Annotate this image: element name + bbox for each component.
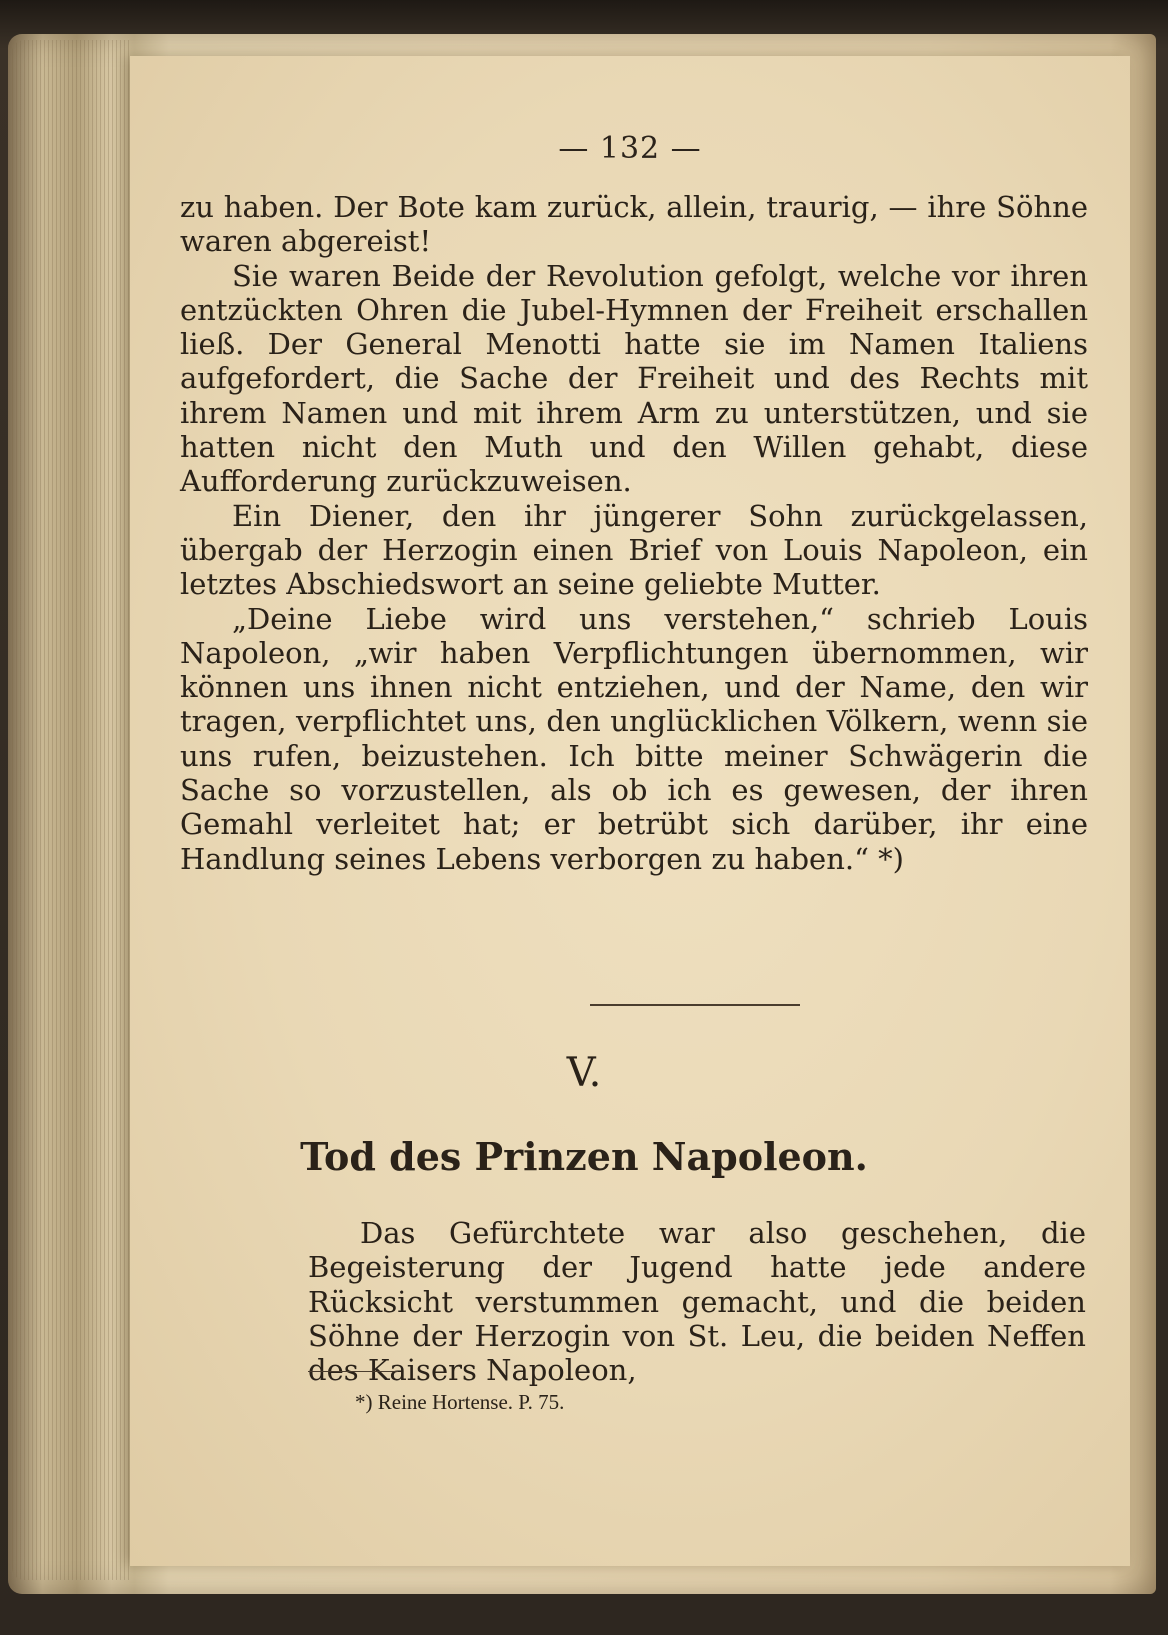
page-edges [12, 40, 130, 1580]
paragraph-3: Ein Diener, den ihr jüngerer Sohn zurückgelassen, übergab der Herzogin einen Brief von Louis Napoleon, ein letztes Abschiedswort an seine geliebte Mutter. [180, 498, 1088, 602]
chapter-text [308, 1216, 1086, 1387]
paragraph-1: zu haben. Der Bote kam zurück, allein, traurig, — ihre Söhne waren abgereist! [180, 190, 1088, 259]
body-text [180, 190, 1088, 876]
chapter-numeral: V. [566, 1050, 602, 1096]
page-number: — 132 — [558, 131, 702, 166]
chapter-title: Tod des Prinzen Napoleon. [300, 1134, 868, 1179]
footnote-rule [308, 1371, 398, 1372]
paragraph-4: „Deine Liebe wird uns verstehen,“ schrieb Louis Napoleon, „wir haben Verpflichtungen übernommen, wir können uns ihnen nicht entziehen, und der Name, den wir tragen, verpflichtet uns, den unglücklichen Völkern, wenn sie uns rufen, beizustehen. Ich bitte meiner Schwägerin die Sache so vorzustellen, als ob ich es gewesen, der ihren Gemahl verleitet hat; er betrübt sich darüber, ihr eine Handlung seines Lebens verborgen zu haben.“ *) [180, 601, 1088, 876]
chapter-paragraph: Das Gefürchtete war also geschehen, die Begeisterung der Jugend hatte jede andere Rücksicht verstummen gemacht, und die beiden Söhne der Herzogin von St. Leu, die beiden Neffen des Kaisers Napoleon, [308, 1216, 1086, 1388]
section-separator [590, 1004, 800, 1006]
footnote: *) Reine Hortense. P. 75. [355, 1390, 565, 1414]
paragraph-2: Sie waren Beide der Revolution gefolgt, welche vor ihren entzückten Ohren die Jubel-Hymnen der Freiheit erschallen ließ. Der General Menotti hatte sie im Namen Italiens aufgefordert, die Sache der Freiheit und des Rechts mit ihrem Namen und mit ihrem Arm zu unterstützen, und sie hatten nicht den Muth und den Willen gehabt, diese Aufforderung zurückzuweisen. [180, 258, 1088, 499]
